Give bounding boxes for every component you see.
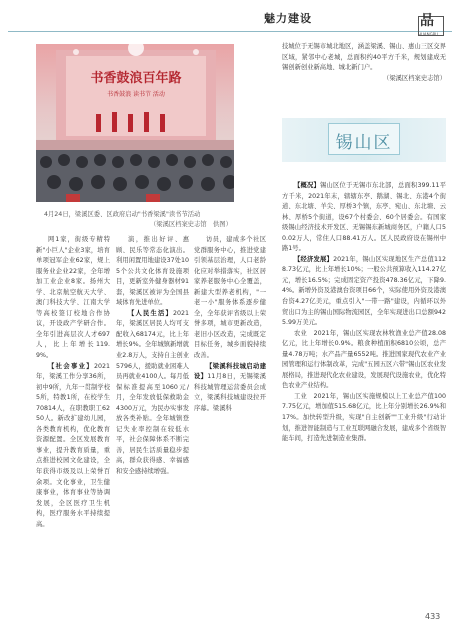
text-column-2 [116,235,189,478]
performer [144,112,149,132]
paragraph: 工业 2021年，锡山区实施规模以上工业总产值1007.75亿元，增加值515.68亿元，比上年分别增长26.9%和17%。加快转型升级，实现"自主创新""工业升级"行动计划，推进智能制造与工业互联网融合发展，建成多个省级智能车间，打造先进制造业集群。 [282,392,446,443]
text-column-1 [36,235,110,530]
page-number: 433 [425,612,441,621]
section-title: 魅力建设 [264,12,312,25]
ceiling-light [193,49,199,55]
photo-caption: 4月24日，梁溪区委、区政府启动"书香梁溪"读书节活动 [44,211,201,218]
banner-main-text: 书香鼓浪百年路 [90,71,182,86]
paragraph: 访员，建成多个社区党群服务中心，推进党建引领基层治理，人口老龄化应对举措落实，社区居家养老服务中心全覆盖，新建大型养老机构，"一老一小"服务体系逐步健全，全年获评省级以上荣誉多项，城市更新改造，老旧小区改造，完成既定目标任务，城乡面貌持续改善。 [194,236,266,360]
banner-sub-text: 书香鼓浪 读书节 活动 [107,91,165,98]
paragraph: 【社会事业】2021年，梁溪工作分享36所，初中9所，九年一贯制学校5所，特教1所，在校学生70814人，在职教职工6250人。新改扩建幼儿园，各类教育机构，优化教育资源配置。全区发展教育事业，提升教育质量，重点推进校园文化建设，全年获得市级及以上荣誉百余项。文化事业，卫生健康事业，体育事业等协调发展，全区医疗卫生机构，医疗服务水平持续提高。 [36,362,110,528]
paragraph: 【梁溪科技城启动建设】11月8日，无锡梁溪科技城管理运营委员会成立，梁溪科技城建设拉开序幕。梁溪科 [194,362,267,412]
paragraph-heading: 【人民生活】 [128,309,173,317]
logo-text: 品 [420,13,434,29]
paragraph-heading: 【社会事业】 [48,362,94,370]
page-header [0,0,468,46]
ceiling-light [73,49,79,55]
logo-subtext: HUANGPU [418,32,439,37]
paragraph: 【经济发展】2021年，锡山区实现地区生产总值1128.73亿元，比上年增长10%；一般公共预算收入114.27亿元，增长16.5%；完成固定资产投资478.36亿元，下降9.4%。新增外资及港澳台资项目66个，实际使用外资及港澳台资4.27亿美元，重点引入"一带一路"建设，内循环以外贸出口为主的锡山国际物流园区，全年实现进出口总额9425.99万美元。 [282,255,447,327]
performer [160,114,165,132]
performer [112,112,117,132]
paragraph-heading: 【概况】 [294,182,320,189]
paragraph: 网1家，街级专精特新"小巨人"企业3家，培育单项冠军企业62家，规上服务业企业22家，全年增加工业企业8家。扬州大学、北京航空航天大学、澳门科技大学、江南大学等高校签订校地合作协议，开设政产学研合作。全年引进高层次人才697人，比上年增长119.9%。 [36,236,110,360]
event-photo [36,44,234,202]
stage-floor [36,140,234,150]
section-heading-box [328,123,400,155]
source-note: （梁溪区档案史志馆） [383,74,446,82]
text-column-3 [194,235,266,414]
section-heading: 锡山区 [335,133,393,153]
magazine-logo [418,10,448,38]
text-column-4-top [282,42,446,84]
paragraph: 【人民生活】2021年，梁溪区居民人均可支配收入68174元，比上年增长9%。全年城镇新增就业2.8万人，支持自主创业5796人，援助就业困难人员再就业4100人。每月低保标准提高至1060元/月，全年发放低保救助金4300万元，为民办实事发放各类补贴。全年城镇登记失业率控制在较低水平，社会保障体系不断完善，居民生活质量稳步提高，群众获得感、幸福感和安全感持续增强。 [116,309,189,476]
text-column-4 [282,181,446,445]
event-photo-illustration [36,44,234,202]
photo-caption-credit: （梁溪区档案史志馆 供图） [150,221,232,228]
paragraph: 演，推出好评、惠顾、民乐等常态化演出。利用闲置用地建设37处105个公共文化体育设施项目，更新室外健身器材91套，梁溪区被评为全国县域体育先进单位。 [116,236,189,307]
paragraph: 技城位于无锡市城北地区，涵盖梁溪、锡山、惠山三区交界区域，紧邻中心老城，总面积约40平方千米，规划建成无锡创新创业新高地、城北新门户。 [282,43,446,72]
paragraph: 农业 2021年，锡山区实现农林牧渔业总产值28.08亿元，比上年增长0.9%。粮食种植面积6810公顷，总产量4.78万吨；水产品产量6552吨。推进国家现代农业产业园管理和运行体制改革，完成"五园五区六带"锡山区农业发展格局，推进现代化农业建设，发展现代设施农业，优化特色农业产业结构。 [282,329,446,390]
performer [96,114,101,132]
header-rule [8,31,452,32]
paragraph-heading: 【梁溪科技城启动建设】 [194,362,266,381]
paragraph: 【概况】锡山区位于无锡市东北部，总面积399.11平方千米，2021年末，辖辖东亭、鹅湖、锡北、东港4个街道、东北塘、羊尖、厚桥3个镇，东亭、宛山、东北塘、云林、厚桥5个街道，设67个村委会、60个居委会。有国家级锡山经济技术开发区、无锡锡东新城商务区，户籍人口50.02万人，常住人口88.41万人。区人民政府设在锡州中路1号。 [282,182,446,253]
performer [128,114,133,132]
paragraph-heading: 【经济发展】 [294,255,334,263]
